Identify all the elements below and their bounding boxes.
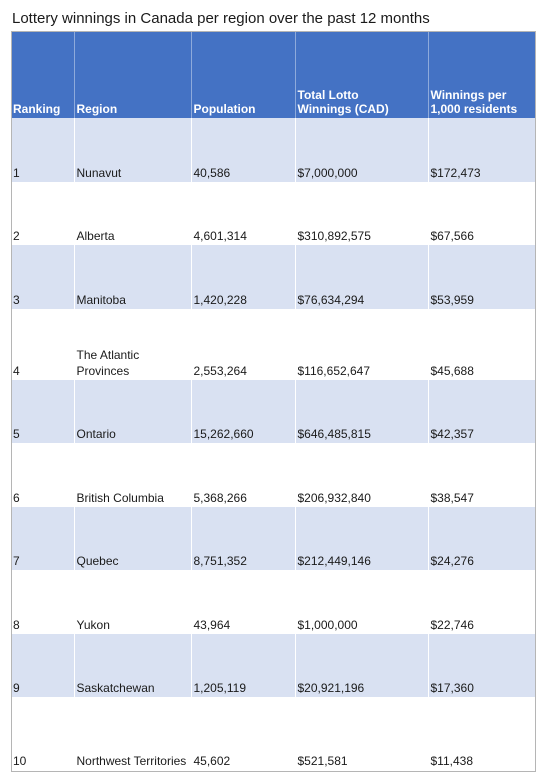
table-row (12, 634, 535, 698)
header-ranking: Ranking (12, 32, 74, 118)
cell-region: British Columbia (74, 443, 191, 507)
table-row (12, 309, 535, 380)
cell-rank: 7 (12, 507, 74, 571)
cell-winnings-per-1000: $22,746 (428, 570, 535, 634)
table-row (12, 443, 535, 507)
cell-population: 1,205,119 (191, 634, 295, 698)
cell-rank: 9 (12, 634, 74, 698)
cell-region: Northwest Territories (74, 697, 191, 770)
header-population: Population (191, 32, 295, 118)
cell-population: 4,601,314 (191, 182, 295, 246)
cell-total-winnings: $7,000,000 (295, 118, 428, 182)
cell-total-winnings: $1,000,000 (295, 570, 428, 634)
cell-region: The Atlantic Provinces (74, 309, 191, 380)
cell-total-winnings: $116,652,647 (295, 309, 428, 380)
cell-population: 43,964 (191, 570, 295, 634)
table-row (12, 697, 535, 770)
cell-rank: 6 (12, 443, 74, 507)
cell-population: 8,751,352 (191, 507, 295, 571)
cell-region: Manitoba (74, 245, 191, 309)
cell-total-winnings: $646,485,815 (295, 380, 428, 444)
cell-region: Ontario (74, 380, 191, 444)
table-header-row (12, 32, 535, 118)
cell-winnings-per-1000: $42,357 (428, 380, 535, 444)
cell-rank: 8 (12, 570, 74, 634)
table-row (12, 570, 535, 634)
cell-population: 5,368,266 (191, 443, 295, 507)
cell-total-winnings: $20,921,196 (295, 634, 428, 698)
cell-winnings-per-1000: $45,688 (428, 309, 535, 380)
cell-winnings-per-1000: $17,360 (428, 634, 535, 698)
cell-population: 45,602 (191, 697, 295, 770)
table-row (12, 245, 535, 309)
cell-winnings-per-1000: $172,473 (428, 118, 535, 182)
table-row (12, 380, 535, 444)
header-total-winnings (295, 32, 428, 118)
cell-population: 1,420,228 (191, 245, 295, 309)
cell-region: Alberta (74, 182, 191, 246)
header-per-line2: 1,000 residents (430, 102, 518, 116)
header-total-line2: Winnings (CAD) (297, 102, 389, 116)
header-per-line1: Winnings per (430, 88, 507, 102)
cell-total-winnings: $521,581 (295, 697, 428, 770)
cell-total-winnings: $76,634,294 (295, 245, 428, 309)
table-row (12, 118, 535, 182)
table-row (12, 507, 535, 571)
cell-winnings-per-1000: $11,438 (428, 697, 535, 770)
cell-rank: 4 (12, 309, 74, 380)
page-title: Lottery winnings in Canada per region over the past 12 months (12, 10, 430, 27)
cell-rank: 10 (12, 697, 74, 770)
cell-total-winnings: $212,449,146 (295, 507, 428, 571)
cell-region: Nunavut (74, 118, 191, 182)
header-winnings-per-1000 (428, 32, 535, 118)
lottery-table (12, 32, 535, 770)
cell-winnings-per-1000: $53,959 (428, 245, 535, 309)
cell-population: 40,586 (191, 118, 295, 182)
cell-region: Saskatchewan (74, 634, 191, 698)
lottery-table-frame (11, 31, 536, 772)
cell-rank: 3 (12, 245, 74, 309)
cell-rank: 5 (12, 380, 74, 444)
cell-winnings-per-1000: $24,276 (428, 507, 535, 571)
cell-region: Quebec (74, 507, 191, 571)
header-region: Region (74, 32, 191, 118)
cell-region: Yukon (74, 570, 191, 634)
table-row (12, 182, 535, 246)
cell-winnings-per-1000: $67,566 (428, 182, 535, 246)
header-total-line1: Total Lotto (297, 88, 359, 102)
cell-total-winnings: $206,932,840 (295, 443, 428, 507)
cell-population: 15,262,660 (191, 380, 295, 444)
cell-rank: 1 (12, 118, 74, 182)
cell-total-winnings: $310,892,575 (295, 182, 428, 246)
cell-population: 2,553,264 (191, 309, 295, 380)
cell-winnings-per-1000: $38,547 (428, 443, 535, 507)
cell-rank: 2 (12, 182, 74, 246)
